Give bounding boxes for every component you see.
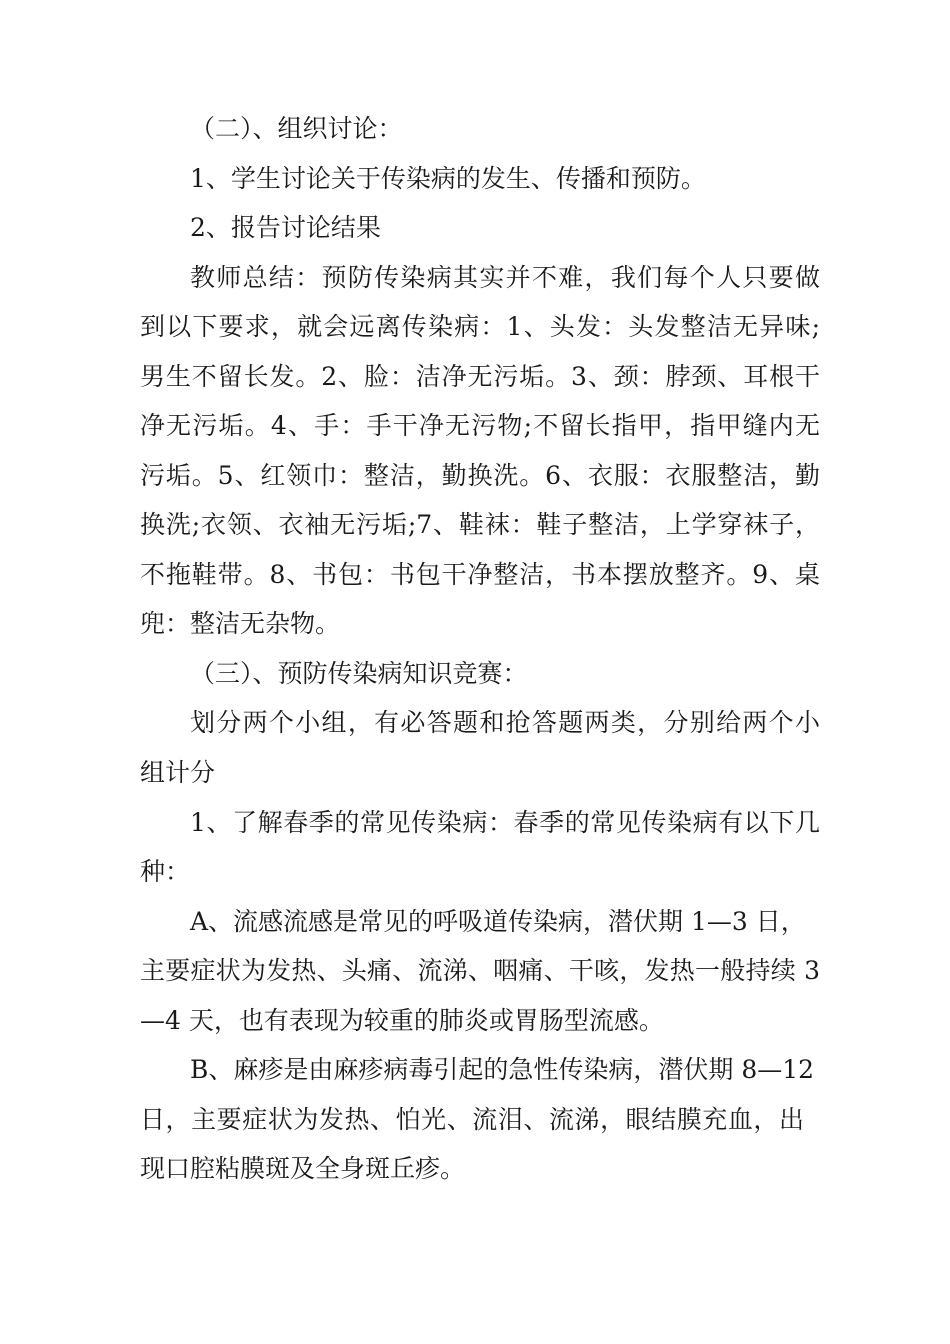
paragraph-line: A、流感流感是常见的呼吸道传染病，潜伏期 1—3 日， [190,907,806,936]
paragraph-line: 2、报告讨论结果 [190,213,381,242]
paragraph-line: 1、学生讨论关于传染病的发生、传播和预防。 [190,164,706,193]
paragraph-line: 划分两个小组，有必答题和抢答题两类，分别给两个小 [190,708,820,737]
paragraph-line: 净无污垢。4、手：手干净无污物;不留长指甲，指甲缝内无 [140,411,820,440]
paragraph-line: 男生不留长发。2、脸：洁净无污垢。3、颈：脖颈、耳根干 [140,362,820,391]
paragraph-line: 种： [140,857,191,886]
paragraph-line: 到以下要求，就会远离传染病：1、头发：头发整洁无异味; [140,312,820,341]
paragraph-line: 污垢。5、红领巾：整洁，勤换洗。6、衣服：衣服整洁，勤 [140,461,820,490]
paragraph-line: 现口腔粘膜斑及全身斑丘疹。 [140,1154,466,1183]
section-heading-3: （三）、预防传染病知识竞赛： [190,659,528,688]
paragraph-line: —4 天，也有表现为较重的肺炎或胃肠型流感。 [140,1006,664,1035]
paragraph-line: 主要症状为发热、头痛、流涕、咽痛、干咳，发热一般持续 3 [140,956,820,985]
paragraph-line: 组计分 [140,758,216,787]
paragraph-line: 换洗;衣领、衣袖无污垢;7、鞋袜：鞋子整洁，上学穿袜子， [140,510,820,539]
paragraph-line: B、麻疹是由麻疹病毒引起的急性传染病，潜伏期 8—12 [190,1055,815,1084]
paragraph-line: 教师总结：预防传染病其实并不难，我们每个人只要做 [190,263,820,292]
paragraph-line: 1、了解春季的常见传染病：春季的常见传染病有以下几 [190,808,820,837]
paragraph-line: 日，主要症状为发热、怕光、流泪、流涕，眼结膜充血，出 [140,1105,804,1134]
paragraph-line: 兜：整洁无杂物。 [140,609,341,638]
paragraph-line: 不拖鞋带。8、书包：书包干净整洁，书本摆放整齐。9、桌 [140,560,820,589]
section-heading-2: （二）、组织讨论： [190,114,403,143]
